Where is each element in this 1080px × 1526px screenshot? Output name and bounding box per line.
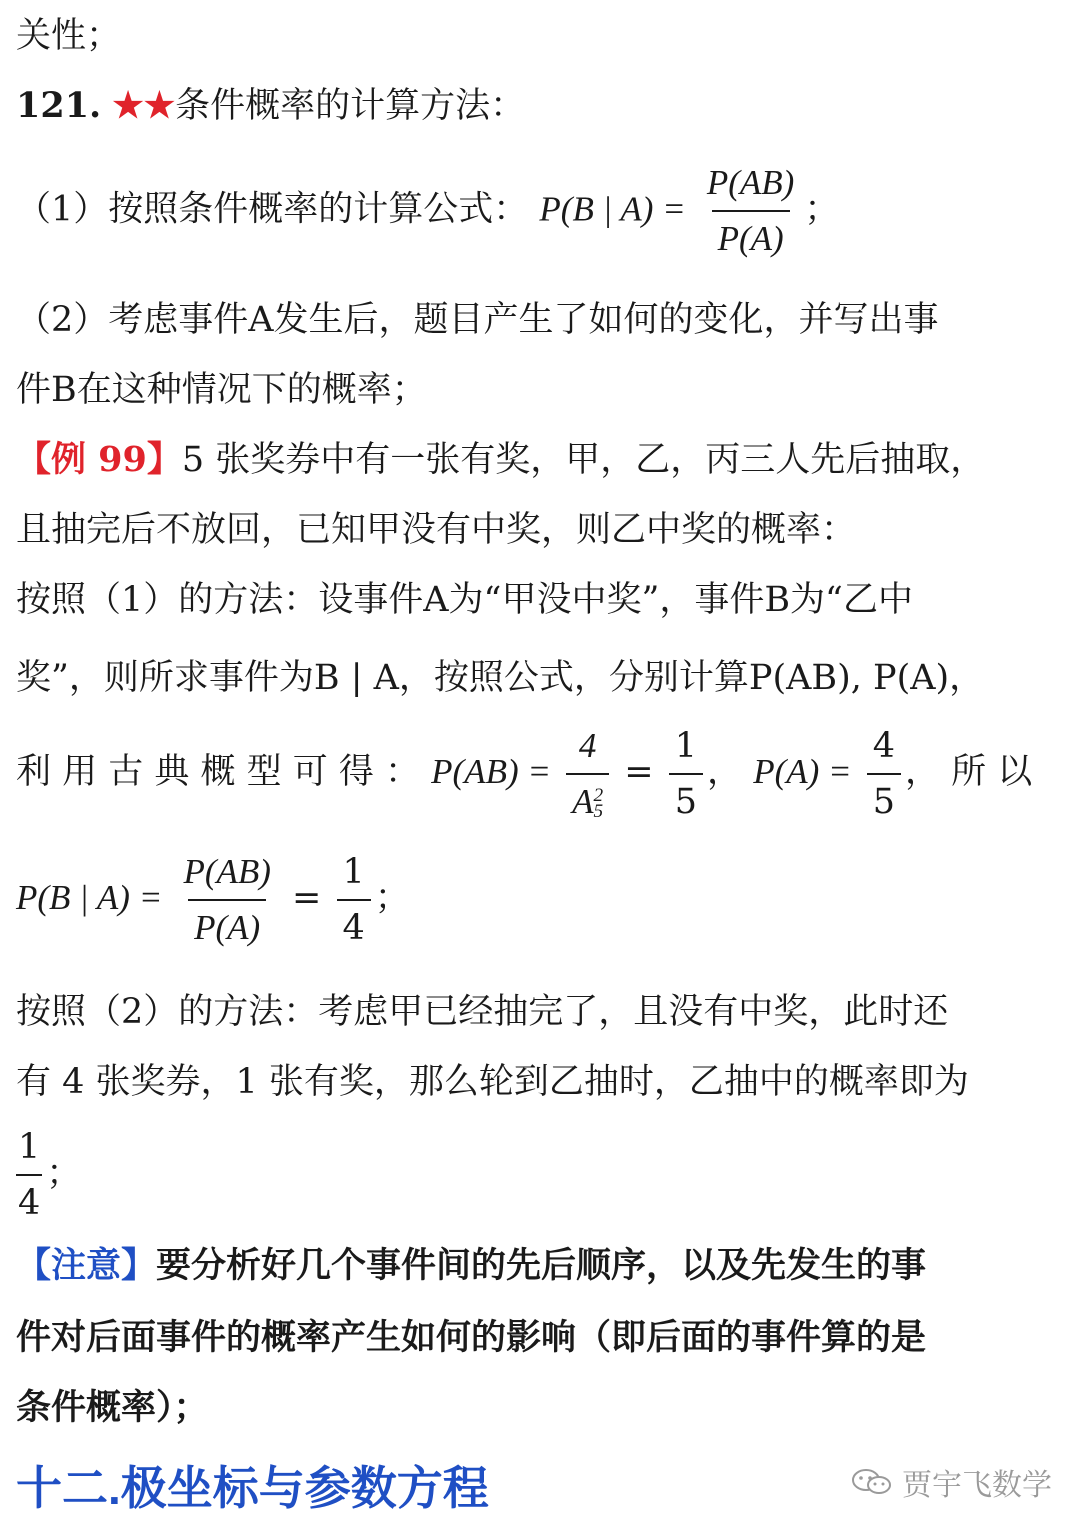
method1-line1: 按照（1）的方法：设事件A为“甲没中奖”，事件B为“乙中 (16, 580, 913, 620)
method2-line3 (16, 1124, 1066, 1224)
heading-title: 条件概率的计算方法： (175, 86, 526, 126)
method1-frac3-num: 4 (872, 725, 896, 766)
method1-line3 (16, 722, 1066, 832)
method1-result-num: P(AB) (183, 851, 271, 891)
method1-suffix: ， 所 以 (905, 752, 1033, 792)
step2-line1 (16, 298, 1066, 342)
note-line3: 条件概率）； (16, 1387, 209, 1428)
watermark (850, 1460, 1052, 1504)
note-line1-text: 要分析好几个事件间的先后顺序，以及先发生的事 (156, 1245, 927, 1286)
heading-number: 121. (16, 85, 102, 126)
method2-end: ； (46, 1153, 82, 1194)
method1-frac1-den-sub: 5 (593, 801, 604, 823)
intro-text: 关性； (16, 16, 122, 56)
method1-frac1-den (566, 773, 609, 825)
method1-result-eq: = (292, 878, 322, 918)
method1-result-frac (337, 849, 371, 951)
method1-result-end: ； (374, 878, 410, 918)
method1-frac2-den: 5 (669, 773, 703, 825)
method1-pa: P(A) = (753, 752, 852, 791)
method2-line2: 有 4 张奖券，1 张有奖，那么轮到乙抽时，乙抽中的概率即为 (16, 1062, 969, 1102)
example-line2: 且抽完后不放回，已知甲没有中奖，则乙中奖的概率： (16, 510, 857, 550)
method1-pab: P(AB) = (431, 752, 551, 791)
method1-frac1-den-base: A (572, 781, 594, 821)
method2-frac-num: 1 (18, 1127, 41, 1167)
watermark-text: 贾宇飞数学 (902, 1469, 1052, 1502)
note-line1 (16, 1244, 1066, 1288)
method1-result (16, 848, 1066, 958)
example-line1 (16, 438, 1066, 482)
method1-frac1 (566, 723, 609, 825)
step1-numerator: P(AB) (706, 163, 795, 202)
heading-stars: ★★ (112, 85, 176, 126)
step1-end: ； (804, 189, 840, 230)
step1-label: （1）按照条件概率的计算公式： (16, 189, 529, 230)
step2-line2: 件B在这种情况下的概率； (16, 370, 427, 410)
wechat-icon (850, 1467, 894, 1497)
example-line1-text: 5 张奖券中有一张有奖，甲，乙，丙三人先后抽取， (181, 440, 986, 480)
method1-result-den: P(A) (188, 899, 266, 951)
step2-line1-text: （2）考虑事件A发生后，题目产生了如何的变化，并写出事 (16, 300, 939, 340)
step1-line (16, 160, 1066, 260)
method1-frac2 (669, 723, 703, 825)
section-heading (16, 84, 1066, 128)
method1-frac3-den: 5 (867, 773, 901, 825)
method1-frac3 (867, 723, 901, 825)
method1-result-frac-den: 4 (337, 899, 371, 951)
method1-eq2: = (624, 752, 654, 792)
method1-result-frac-num: 1 (342, 851, 365, 892)
step1-lhs: P(B | A) = (539, 189, 686, 229)
section-title: 十二.极坐标与参数方程 (16, 1462, 489, 1514)
method2-frac-den: 4 (16, 1174, 42, 1226)
method1-line3-prefix: 利 用 古 典 概 型 可 得 ： (16, 752, 421, 792)
method2-line1: 按照（2）的方法：考虑甲已经抽完了，且没有中奖，此时还 (16, 992, 949, 1032)
example-tag: 【例 99】 (16, 439, 182, 480)
method1-result-lhs: P(B | A) = (16, 878, 163, 917)
method1-result-fraction (177, 849, 276, 951)
note-tag: 【注意】 (16, 1245, 157, 1286)
method2-fraction (16, 1124, 42, 1226)
method1-line2: 奖”，则所求事件为B | A，按照公式，分别计算P(AB), P(A)， (16, 658, 985, 698)
method1-frac1-den-sup: 2 (593, 785, 604, 807)
note-line2: 件对后面事件的概率产生如何的影响（即后面的事件算的是 (16, 1317, 927, 1358)
method1-sep: ， (707, 752, 743, 792)
method1-frac2-num: 1 (674, 725, 698, 766)
step1-denominator: P(A) (712, 210, 790, 262)
method1-frac1-num: 4 (578, 725, 597, 765)
step1-fraction (701, 160, 800, 262)
